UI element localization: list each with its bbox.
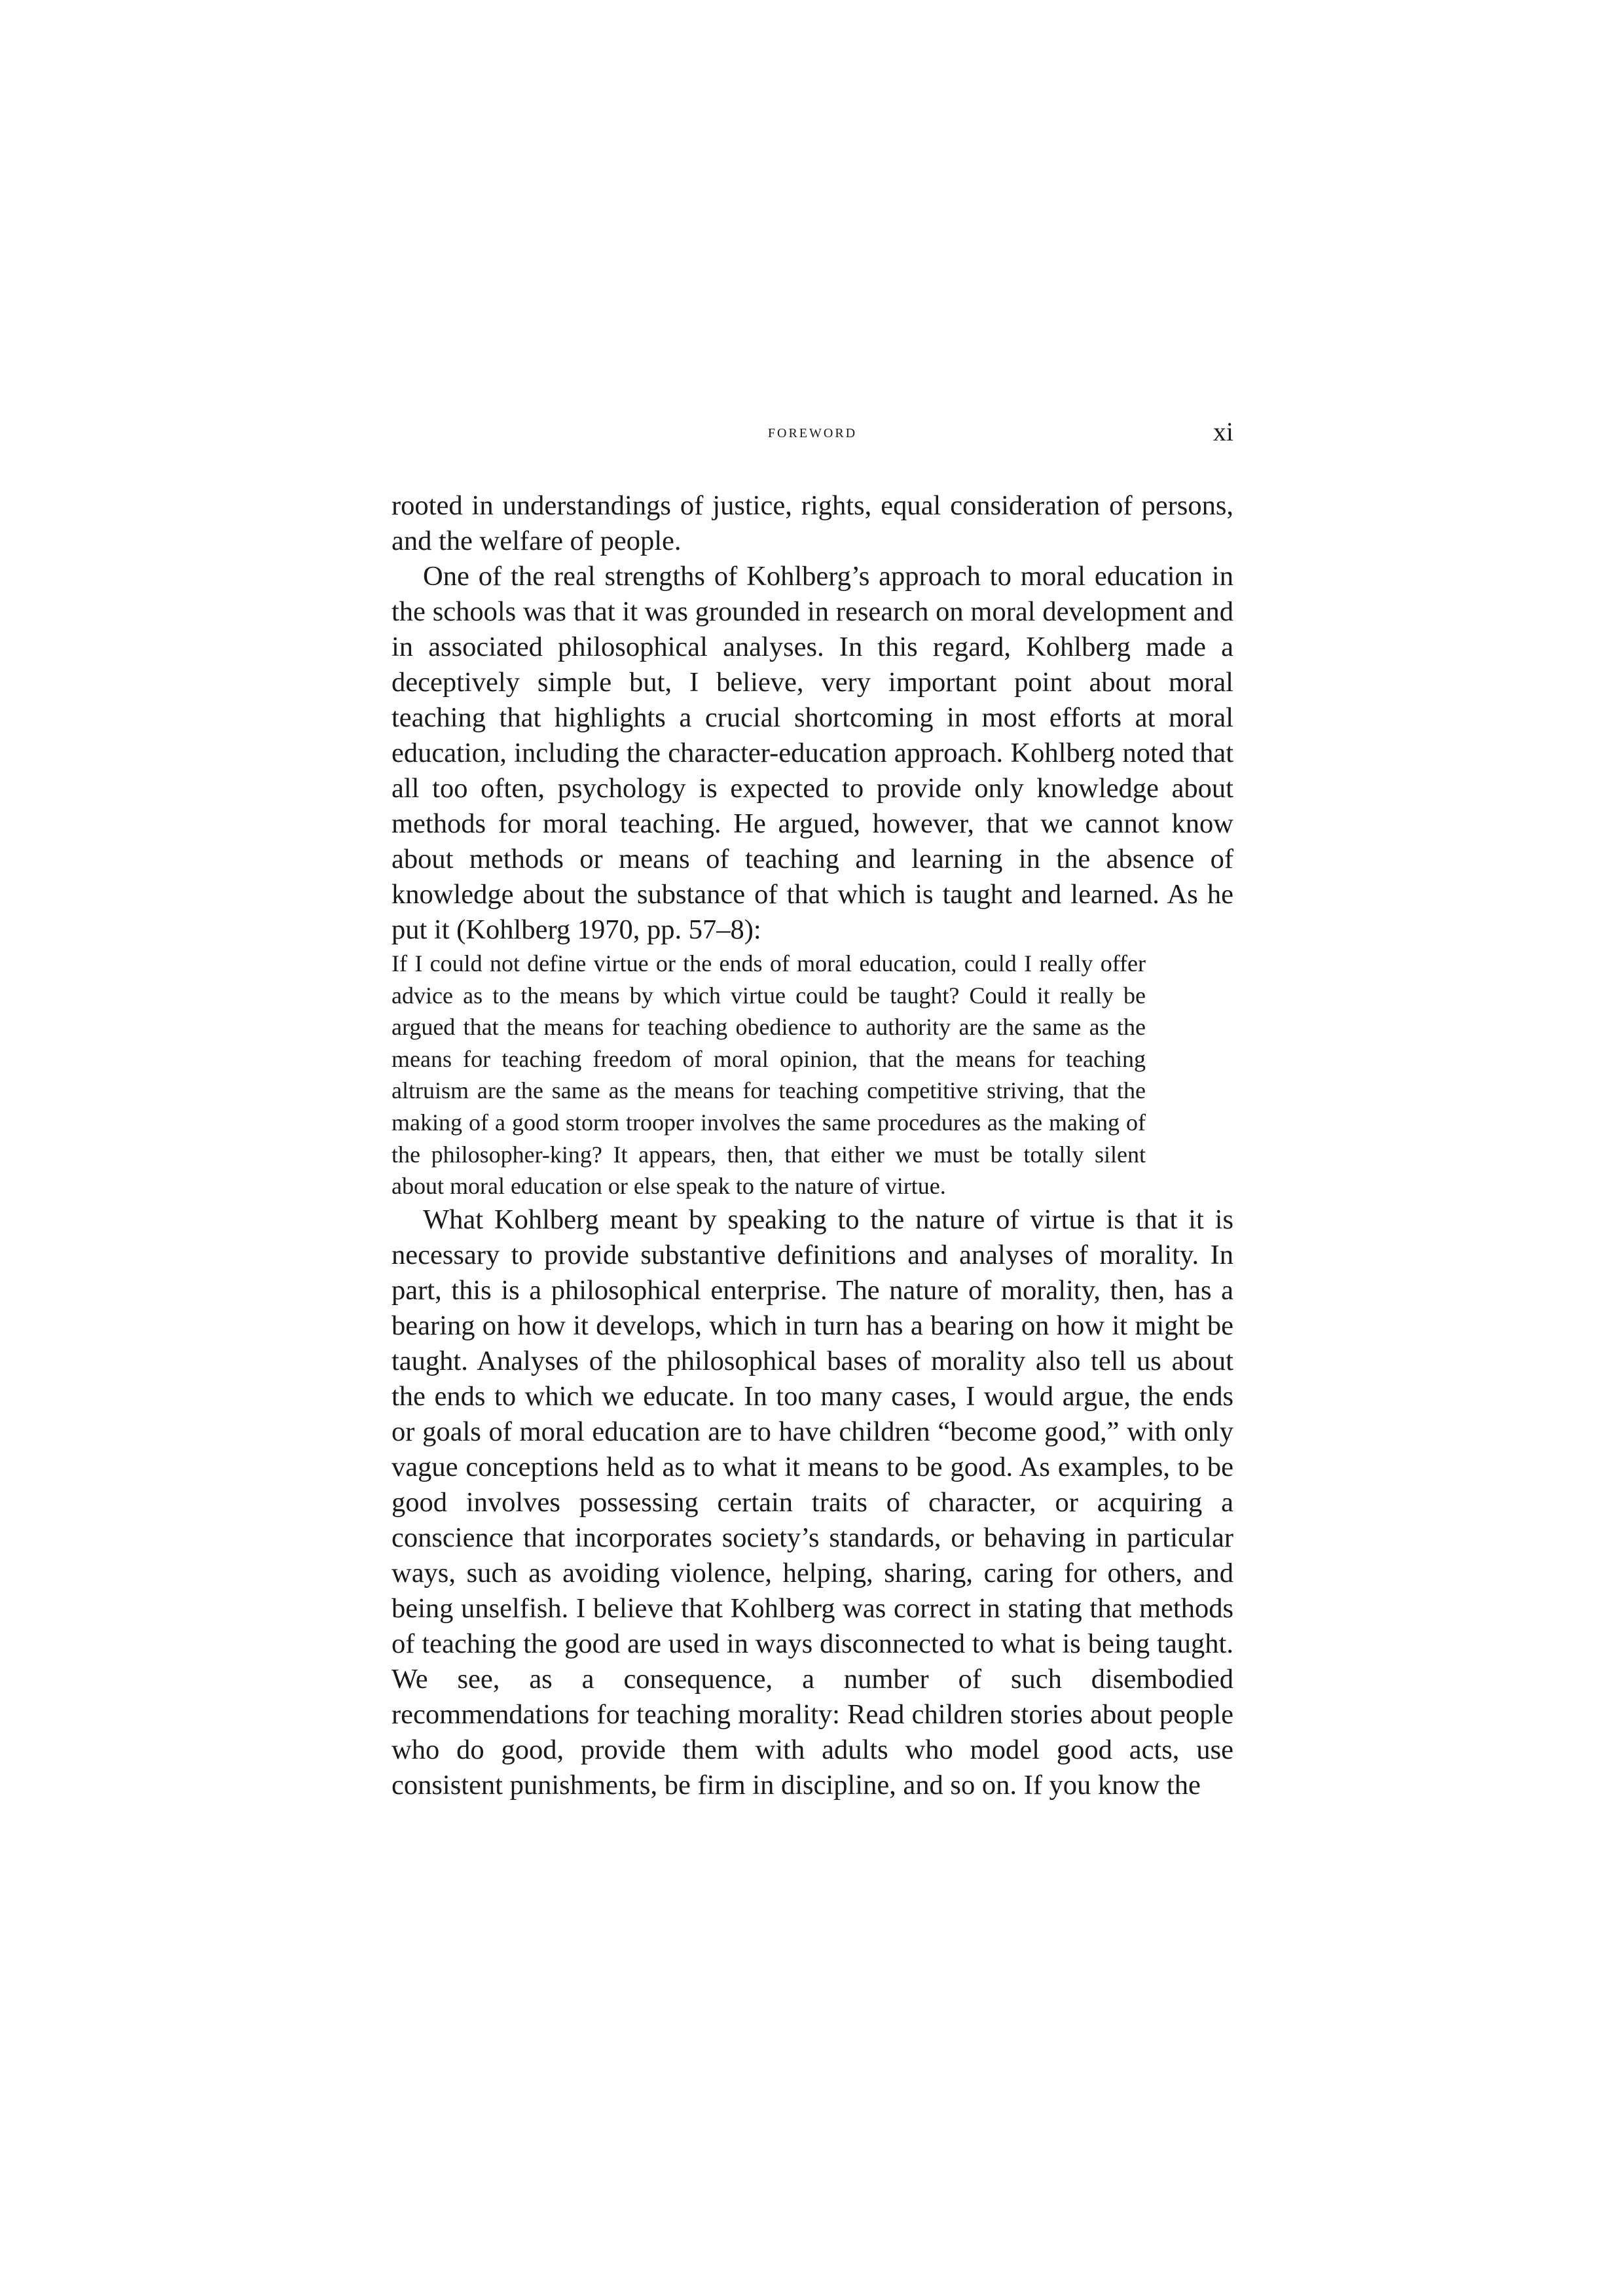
body-text xyxy=(392,488,1233,1803)
book-page xyxy=(392,0,1233,2296)
page-number: xi xyxy=(1213,417,1233,446)
paragraph-continued: rooted in understandings of justice, rights, equal consideration of persons, and the welfare of people. xyxy=(392,490,1233,556)
block-quote: If I could not define virtue or the ends of moral education, could I really offer advice as to the means by which virtue could be taught? Could it really be argued that the means for teaching obedience to authority are the same as the means for teaching freedom of moral opinion, that the means for teaching altruism are the same as the means for teaching competitive striving, that the making of a good storm trooper involves the same procedures as the making of the philosopher-king? It appears, then, that either we must be totally silent about moral education or else speak to the nature of virtue. xyxy=(392,950,1146,1200)
paragraph-kohlberg-strengths: One of the real strengths of Kohlberg’s approach to moral education in the schools was that it was grounded in research on moral development and in associated philosophical analyses. In this regard, Kohlberg made a deceptively simple but, I believe, very important point about moral teaching that highlights a crucial shortcoming in most efforts at moral education, including the character-education approach. Kohlberg noted that all too often, psychology is expected to provide only knowledge about methods for moral teaching. He argued, however, that we cannot know about methods or means of teaching and learning in the absence of knowledge about the substance of that which is taught and learned. As he put it (Kohlberg 1970, pp. 57–8): xyxy=(392,561,1233,945)
paragraph-nature-of-virtue: What Kohlberg meant by speaking to the nature of virtue is that it is necessary to provide substantive definitions and analyses of morality. In part, this is a philosophical enterprise. The nature of morality, then, has a bearing on how it develops, which in turn has a bearing on how it might be taught. Analyses of the philosophical bases of morality also tell us about the ends to which we educate. In too many cases, I would argue, the ends or goals of moral education are to have children “become good,” with only vague conceptions held as to what it means to be good. As examples, to be good involves possessing certain traits of character, or acquiring a conscience that incorporates society’s standards, or behaving in particular ways, such as avoiding violence, helping, sharing, caring for others, and being unselfish. I believe that Kohlberg was correct in stating that methods of teaching the good are used in ways disconnected to what is being taught. We see, as a consequence, a number of such disembodied recommendations for teaching morality: Read children stories about people who do good, provide them with adults who model good acts, use consistent punishments, be firm in discipline, and so on. If you know the xyxy=(392,1204,1233,1801)
running-head-title: foreword xyxy=(767,422,858,442)
running-head xyxy=(392,416,1233,456)
